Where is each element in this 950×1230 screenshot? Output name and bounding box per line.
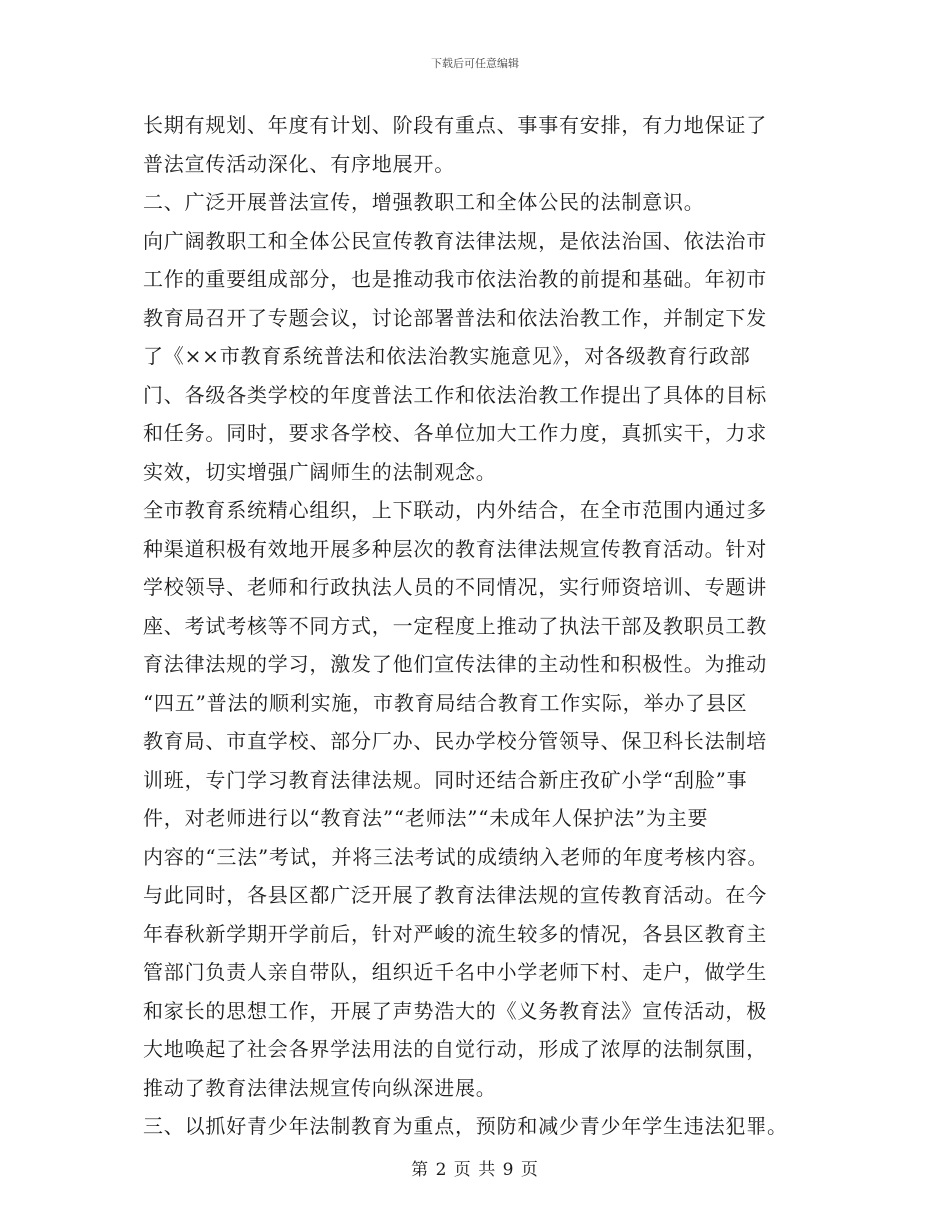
text-line: 学校领导、老师和行政执法人员的不同情况，实行师资培训、专题讲: [143, 575, 767, 599]
text-line: 长期有规划、年度有计划、阶段有重点、事事有安排，有力地保证了: [143, 113, 767, 137]
text-line: 门、各级各类学校的年度普法工作和依法治教工作提出了具体的目标: [143, 382, 767, 407]
text-line: 内容的“三法”考试，并将三法考试的成绩纳入老师的年度考核内容。: [143, 844, 769, 869]
text-line: 座、考试考核等不同方式，一定程度上推动了执法干部及教职员工教: [143, 613, 767, 638]
text-line: “四五”普法的顺利实施，市教育局结合教育工作实际，举办了县区: [143, 690, 748, 715]
text-line: 了《××市教育系统普法和依法治教实施意见》，对各级教育行政部: [143, 344, 751, 368]
text-line: 训班，专门学习教育法律法规。同时还结合新庄孜矿小学“刮脸”事: [143, 767, 748, 792]
text-line: 件，对老师进行以“教育法”“老师法”“未成年人保护法”为主要: [143, 806, 709, 830]
document-body: [143, 106, 813, 1146]
text-line: 种渠道积极有效地开展多种层次的教育法律法规宣传教育活动。针对: [143, 536, 767, 561]
section-heading: 三、以抓好青少年法制教育为重点，预防和减少青少年学生违法犯罪。: [143, 1114, 788, 1138]
text-line: 年春秋新学期开学前后，针对严峻的流生较多的情况，各县区教育主: [143, 921, 767, 946]
text-line: 全市教育系统精心组织，上下联动，内外结合，在全市范围内通过多: [143, 498, 767, 522]
text-line: 推动了教育法律法规宣传向纵深进展。: [143, 1075, 497, 1100]
text-line: 教育局、市直学校、部分厂办、民办学校分管领导、保卫科长法制培: [143, 729, 767, 753]
text-line: 向广阔教职工和全体公民宣传教育法律法规，是依法治国、依法治市: [143, 228, 767, 253]
text-line: 工作的重要组成部分，也是推动我市依法治教的前提和基础。年初市: [143, 267, 767, 291]
text-line: 大地唤起了社会各界学法用法的自觉行动，形成了浓厚的法制氛围，: [143, 1037, 767, 1061]
text-line: 育法律法规的学习，激发了他们宣传法律的主动性和积极性。为推动: [143, 652, 767, 676]
text-line: 实效，切实增强广阔师生的法制观念。: [143, 459, 497, 484]
page-number: 第 2 页 共 9 页: [411, 1160, 539, 1180]
text-line: 和家长的思想工作，开展了声势浩大的《义务教育法》宣传活动，极: [143, 998, 767, 1023]
text-line: 普法宣传活动深化、有序地展开。: [143, 151, 455, 176]
text-line: 与此同时，各县区都广泛开展了教育法律法规的宣传教育活动。在今: [143, 883, 767, 907]
section-heading: 二、广泛开展普法宣传，增强教职工和全体公民的法制意识。: [143, 190, 705, 214]
text-line: 和任务。同时，要求各学校、各单位加大工作力度，真抓实干，力求: [143, 421, 767, 445]
page-header: 下载后可任意编辑: [431, 57, 519, 70]
text-line: 教育局召开了专题会议，讨论部署普法和依法治教工作，并制定下发: [143, 305, 767, 330]
text-line: 管部门负责人亲自带队，组织近千名中小学老师下村、走户，做学生: [143, 960, 767, 984]
